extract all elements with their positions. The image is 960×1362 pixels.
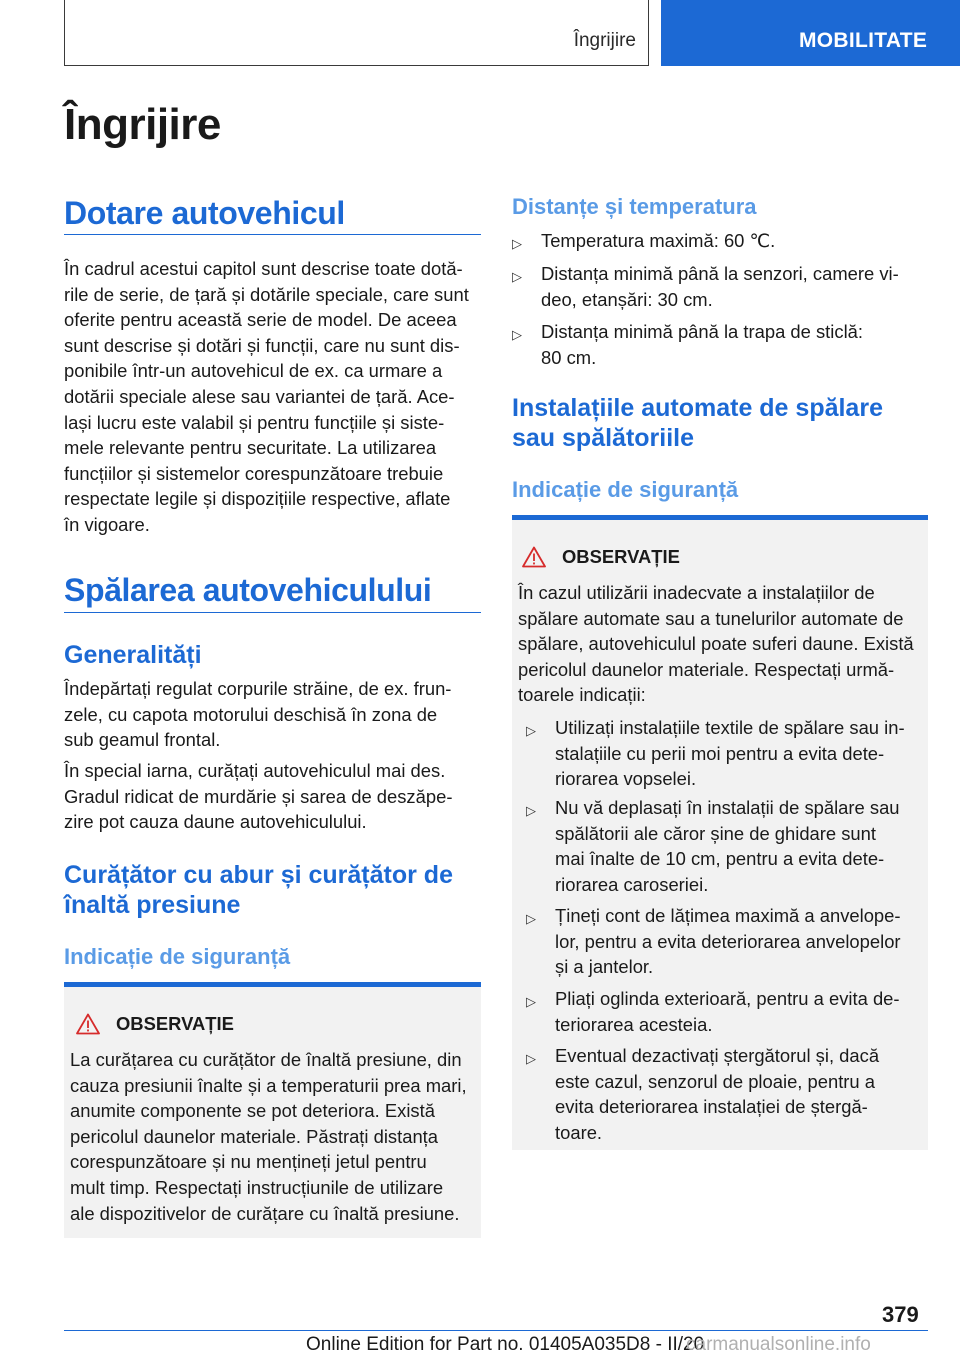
warning-box bbox=[64, 982, 481, 1238]
heading-instalatii-automate: Instalațiile automate de spălare sau spălătoriile bbox=[512, 394, 883, 452]
list-item-text: Eventual dezactivați ștergătorul și, dacă este cazul, senzorul de ploaie, pentru a evita deteriorarea instalației de ștergă- toare. bbox=[555, 1045, 880, 1143]
warning-triangle-icon bbox=[522, 546, 546, 568]
heading-rule bbox=[64, 234, 481, 235]
heading-indicatie-siguranta: Indicație de siguranță bbox=[512, 477, 739, 502]
list-item-text: Țineți cont de lățimea maximă a anvelope- lor, pentru a evita deteriorarea anvelopelor și a jantelor. bbox=[555, 905, 901, 978]
paragraph-dotare: În cadrul acestui capitol sunt descrise toate dotă- rile de serie, de țară și dotările speciale, care sunt oferite pentru această serie de model. De aceea sunt descrise și dotări și funcții, care nu sunt dis- ponibile într-un autovehicul de ex. ca urmare a dotării speciale alese sau variantei de țară. Ace- lași lucru este valabil și pentru funcțiile și siste- mele relevante pentru securitate. La utilizarea funcțiilor și sistemelor corespunzătoare trebuie respectate legile și dispozițiile respective, aflate în vigoare. bbox=[64, 258, 469, 535]
paragraph-generalitati-2: În special iarna, curățați autovehiculul mai des. Gradul ridicat de murdărie și sarea de deszăpe- zire pot cauza daune autovehiculului. bbox=[64, 760, 453, 833]
list-item bbox=[512, 319, 928, 370]
list-item-text: Distanța minimă până la senzori, camere vi- deo, etanșări: 30 cm. bbox=[541, 263, 899, 310]
heading-rule bbox=[64, 612, 481, 613]
list-item-text: Pliați oglinda exterioară, pentru a evita de- teriorarea acesteia. bbox=[555, 988, 900, 1035]
bullet-triangle-icon: ▷ bbox=[512, 269, 522, 284]
list-item-text: Nu vă deplasați în instalații de spălare sau spălătorii ale căror șine de ghidare sunt mai înalte de 10 cm, pentru a evita dete- riorarea caroseriei. bbox=[555, 797, 900, 895]
warning-header bbox=[76, 1013, 234, 1035]
list-item bbox=[526, 903, 922, 980]
page-title: Îngrijire bbox=[64, 100, 221, 149]
list-item-text: Distanța minimă până la trapa de sticlă: 80 cm. bbox=[541, 321, 863, 368]
paragraph-generalitati-1: Îndepărtați regulat corpurile străine, de ex. frun- zele, cu capota motorului deschisă în zona de sub geamul frontal. bbox=[64, 678, 452, 751]
bullet-triangle-icon: ▷ bbox=[526, 1051, 536, 1066]
bullet-triangle-icon: ▷ bbox=[526, 994, 536, 1009]
warning-label: OBSERVAȚIE bbox=[116, 1013, 234, 1034]
heading-distante-temperatura: Distanțe și temperatura bbox=[512, 194, 757, 219]
warning-triangle-icon bbox=[76, 1013, 100, 1035]
list-item-text: Temperatura maximă: 60 ℃. bbox=[541, 230, 776, 251]
list-item bbox=[526, 1043, 922, 1145]
footer-watermark: carmanualsonline.info bbox=[686, 1334, 871, 1355]
heading-curatator-abur: Curățător cu abur și curățător de înaltă presiune bbox=[64, 861, 453, 919]
heading-spalarea-autovehiculului: Spălarea autovehiculului bbox=[64, 572, 432, 608]
heading-indicatie-siguranta: Indicație de siguranță bbox=[64, 944, 291, 969]
list-item bbox=[526, 795, 922, 897]
footer-edition: Online Edition for Part no. 01405A035D8 - II/20 bbox=[306, 1334, 705, 1355]
list-item bbox=[512, 228, 928, 254]
bullet-triangle-icon: ▷ bbox=[526, 803, 536, 818]
list-item bbox=[526, 715, 922, 792]
heading-dotare-autovehicul: Dotare autovehicul bbox=[64, 195, 345, 231]
list-item bbox=[512, 261, 928, 312]
header-chapter-tab[interactable] bbox=[661, 0, 960, 66]
warning-body: În cazul utilizării inadecvate a instalațiilor de spălare automate sau a tunelurilor automate de spălare, autovehiculul poate suferi daune. Există pericolul daunelor materiale. Respectați urmă- toarele indicații: bbox=[518, 582, 914, 706]
warning-box bbox=[512, 515, 928, 1150]
list-item-text: Utilizați instalațiile textile de spălare sau in- stalațiile cu perii moi pentru a evita dete- riorarea vopselei. bbox=[555, 717, 905, 790]
header-section-box bbox=[64, 0, 649, 66]
footer-rule bbox=[64, 1330, 928, 1331]
warning-header bbox=[522, 546, 680, 568]
header-section-label: Îngrijire bbox=[573, 30, 636, 51]
warning-body: La curățarea cu curățător de înaltă presiune, din cauza presiunii înalte și a temperaturii prea mari, anumite componente se pot deteriora. Există pericolul daunelor materiale. Păstrați distanța corespunzătoare și nu mențineți jetul pentru mult timp. Respectați instrucțiunile de utilizare ale dispozitivelor de curățare cu înaltă presiune. bbox=[70, 1049, 467, 1224]
bullet-triangle-icon: ▷ bbox=[512, 327, 522, 342]
bullet-triangle-icon: ▷ bbox=[512, 236, 522, 251]
bullet-triangle-icon: ▷ bbox=[526, 723, 536, 738]
page-number: 379 bbox=[882, 1302, 919, 1327]
bullet-triangle-icon: ▷ bbox=[526, 911, 536, 926]
warning-label: OBSERVAȚIE bbox=[562, 546, 680, 567]
header-chapter-label: MOBILITATE bbox=[799, 29, 928, 52]
heading-generalitati: Generalități bbox=[64, 641, 202, 669]
list-item bbox=[526, 986, 922, 1037]
